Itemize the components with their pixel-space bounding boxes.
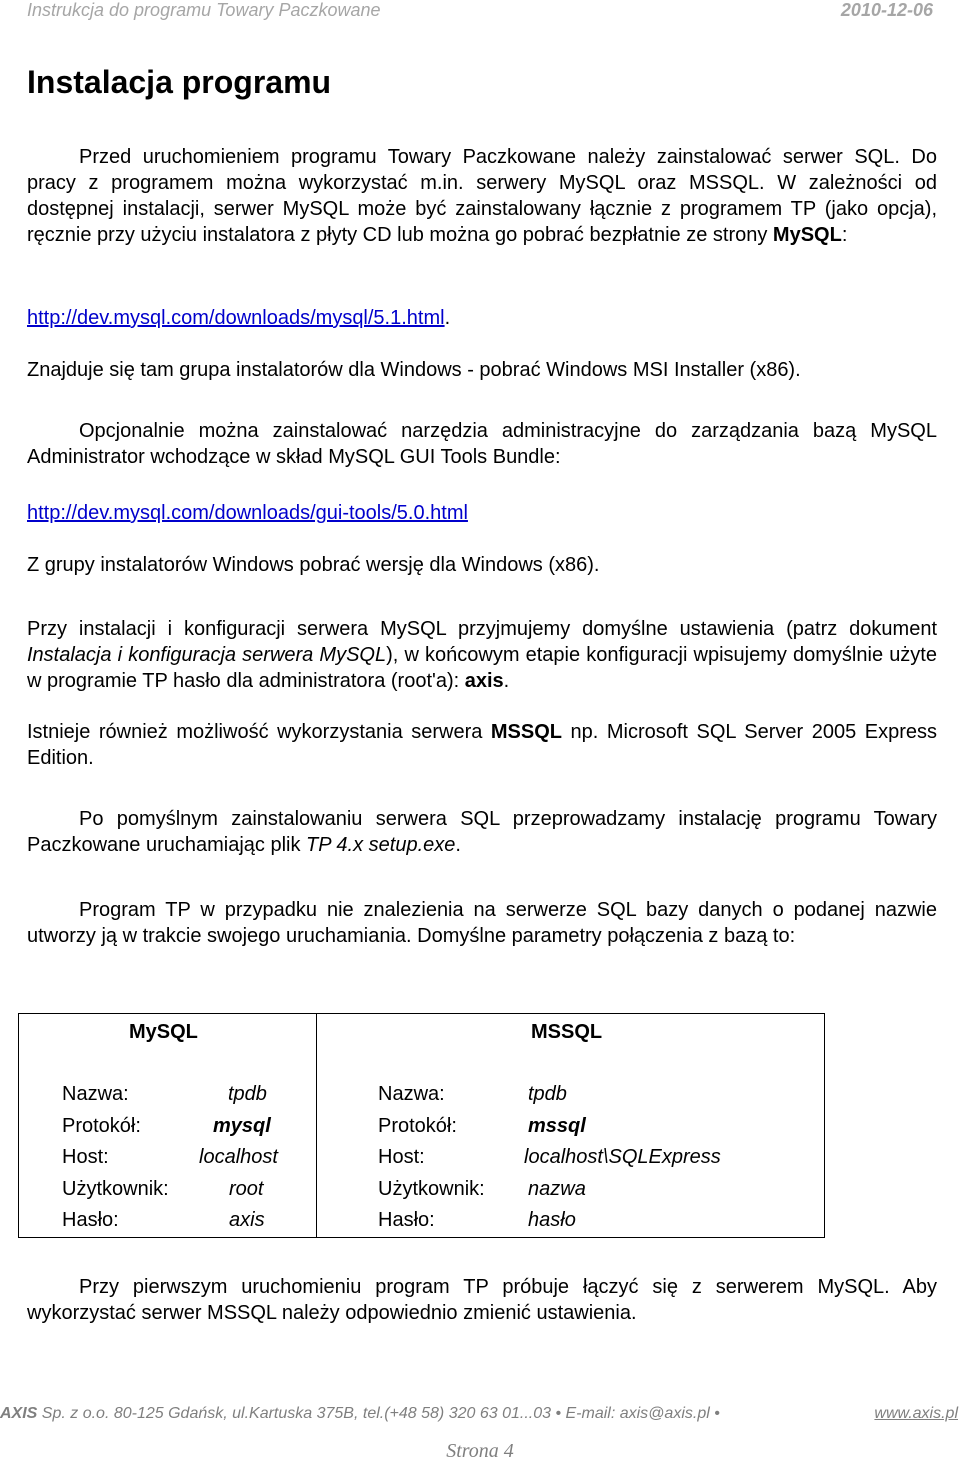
mysql-value-password: axis [229,1209,265,1231]
mssql-value-protocol: mssql [528,1115,586,1137]
header-title: Instrukcja do programu Towary Paczkowane [27,0,381,20]
mssql-label-password: Hasło: [378,1209,435,1231]
mssql-label-protocol: Protokół: [378,1115,457,1137]
header-date: 2010-12-06 [840,0,933,20]
paragraph-install-tp: Po pomyślnym zainstalowaniu serwera SQL przeprowadzamy instalację programu Towary Paczkowane uruchamiając plik TP 4.x setup.exe. [27,808,937,856]
mssql-label-user: Użytkownik: [378,1178,485,1200]
paragraph-installers: Znajduje się tam grupa instalatorów dla Windows - pobrać Windows MSI Installer (x86). [27,359,801,381]
connection-parameters-table [18,1013,825,1238]
footer-brand: AXIS [0,1405,38,1422]
mssql-label-name: Nazwa: [378,1083,445,1105]
mysql-column-title: MySQL [129,1021,198,1043]
paragraph-defaults: Program TP w przypadku nie znalezienia na serwerze SQL bazy danych o podanej nazwie utworzy ją w trakcie swojego uruchamiania. Domyślne parametry połączenia z bazą to: [27,899,937,947]
mysql-label-host: Host: [62,1146,109,1168]
page-header [27,0,933,22]
paragraph-first-run: Przy pierwszym uruchomieniu program TP próbuje łączyć się z serwerem MySQL. Aby wykorzystać serwer MSSQL należy odpowiednio zmienić ustawienia. [27,1276,937,1324]
footer-contact: Sp. z o.o. 80-125 Gdańsk, ul.Kartuska 375B, tel.(+48 58) 320 63 01...03 • E-mail: axis@axis.pl • [37,1405,720,1422]
page-footer [0,1405,960,1429]
table-divider [316,1014,317,1237]
mssql-column-title: MSSQL [531,1021,603,1043]
mysql-label-protocol: Protokół: [62,1115,141,1137]
mysql-value-protocol: mysql [213,1115,271,1137]
paragraph-link2 [27,500,937,526]
section-heading: Instalacja programu [27,64,332,100]
paragraph-optional-tools: Opcjonalnie można zainstalować narzędzia administracyjne do zarządzania bazą MySQL Administrator wchodzące w skład MySQL GUI Tools Bundle: [27,420,937,468]
mysql-download-link[interactable]: http://dev.mysql.com/downloads/mysql/5.1.html [27,307,445,329]
paragraph-intro: Przed uruchomieniem programu Towary Paczkowane należy zainstalować serwer SQL. Do pracy z programem można wykorzystać m.in. serwery MySQL oraz MSSQL. W zależności od dostępnej instalacji, serwer MySQL może być zainstalowany łącznie z programem TP (jako opcja), ręcznie przy użyciu instalatora z płyty CD lub można go pobrać bezpłatnie ze strony MySQL: [27,146,937,246]
mysql-value-user: root [229,1178,264,1200]
mssql-value-password: hasło [528,1209,576,1231]
paragraph-windows-version: Z grupy instalatorów Windows pobrać wersję dla Windows (x86). [27,554,600,576]
mssql-value-user: nazwa [528,1178,586,1200]
mysql-label-password: Hasło: [62,1209,119,1231]
paragraph-config: Przy instalacji i konfiguracji serwera MySQL przyjmujemy domyślne ustawienia (patrz dokument Instalacja i konfiguracja serwera MySQL), w końcowym etapie konfiguracji wpisujemy domyślnie użyte w programie TP hasło dla administratora (root'a): axis. [27,618,937,692]
gui-tools-download-link[interactable]: http://dev.mysql.com/downloads/gui-tools/5.0.html [27,502,468,524]
footer-website-link[interactable]: www.axis.pl [874,1405,958,1422]
paragraph-mssql: Istnieje również możliwość wykorzystania serwera MSSQL np. Microsoft SQL Server 2005 Express Edition. [27,721,937,769]
mysql-label-name: Nazwa: [62,1083,129,1105]
mysql-label-user: Użytkownik: [62,1178,169,1200]
page-number: Strona 4 [446,1440,514,1462]
mssql-value-host: localhost\SQLExpress [524,1146,721,1168]
mysql-value-name: tpdb [228,1083,267,1105]
mysql-value-host: localhost [199,1146,278,1168]
paragraph-link1: http://dev.mysql.com/downloads/mysql/5.1.html. [27,307,451,329]
mssql-label-host: Host: [378,1146,425,1168]
mssql-value-name: tpdb [528,1083,567,1105]
